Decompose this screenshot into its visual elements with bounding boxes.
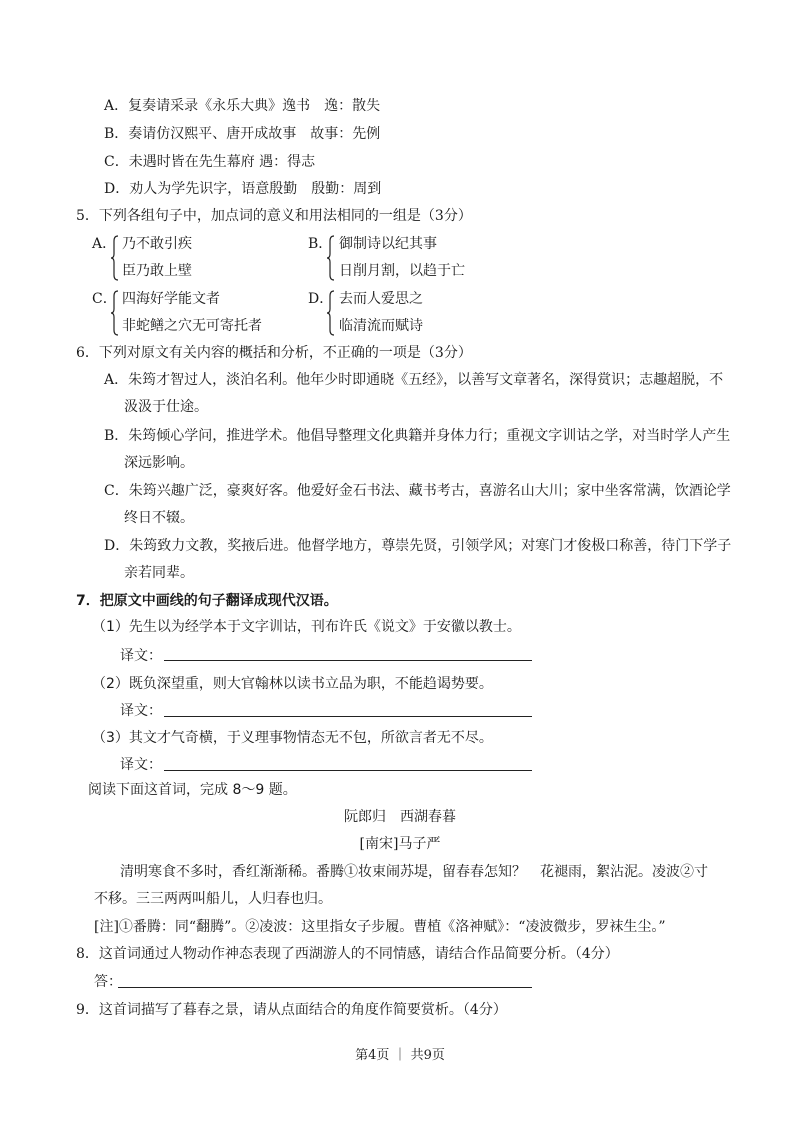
q6-option-d: D．朱筠致力文教，奖掖后进。他督学地方，尊崇先贤，引领学风；对寒门才俊极口称善，待门下学子 [104, 538, 732, 554]
q6-option-a: A．朱筠才智过人，淡泊名利。他年少时即通晓《五经》，以善写文章著名，深得赏识；志趣超脱，不 [104, 372, 724, 388]
answer-line[interactable] [164, 660, 532, 661]
q5-b-sentence-1: 御制诗以纪其事 [339, 236, 437, 252]
brace-icon [327, 290, 335, 336]
q4-option-d: D．劝人为学先识字，语意殷勤 殷勤：周到 [104, 181, 382, 197]
q6-option-b-cont: 深远影响。 [124, 455, 194, 471]
q5-d-sentence-1: 去而人爱思之 [339, 291, 423, 307]
q6-stem: 6．下列对原文有关内容的概括和分析，不正确的一项是（3分） [76, 345, 472, 361]
q4-option-b: B．奏请仿汉熙平、唐开成故事 故事：先例 [104, 126, 381, 142]
q5-label-c: C． [92, 291, 117, 307]
q5-label-a: A． [92, 236, 117, 252]
q6-option-d-cont: 亲若同辈。 [124, 565, 194, 581]
brace-icon [327, 235, 335, 281]
brace-icon [111, 235, 119, 281]
q4-option-c: C．未遇时皆在先生幕府 遇：得志 [104, 154, 316, 170]
q5-c-sentence-1: 四海好学能文者 [122, 291, 220, 307]
q6-option-a-cont: 汲汲于仕途。 [124, 399, 208, 415]
q5-label-d: D． [308, 291, 334, 307]
poem-line-2: 不移。三三两两叫船儿，人归春也归。 [94, 891, 332, 907]
q7-item-3: （3）其文才气奇横，于义理事物情态无不包，所欲言者无不尽。 [92, 730, 493, 746]
q7-answer-label-1: 译文： [120, 648, 162, 664]
q5-d-sentence-2: 临清流而赋诗 [339, 318, 423, 334]
q4-option-a: A．复奏请采录《永乐大典》逸书 逸：散失 [104, 98, 381, 114]
q5-stem: 5．下列各组句子中，加点词的意义和用法相同的一组是（3分） [76, 208, 472, 224]
q8-stem: 8．这首词通过人物动作神态表现了西湖游人的不同情感，请结合作品简要分析。（4分） [76, 946, 619, 962]
q6-option-c-cont: 终日不辍。 [124, 510, 194, 526]
q9-stem: 9．这首词描写了暮春之景，请从点面结合的角度作简要赏析。（4分） [76, 1002, 507, 1018]
page-footer: 第4页 ｜ 共9页 [355, 1048, 445, 1063]
q6-option-c: C．朱筠兴趣广泛，豪爽好客。他爱好金石书法、藏书考古，喜游名山大川；家中坐客常满，饮酒论学 [104, 483, 731, 499]
q5-label-b: B． [308, 236, 333, 252]
q8-answer-label: 答： [94, 974, 122, 990]
q7-item-1: （1）先生以为经学本于文字训诂，刊布许氏《说文》于安徽以教士。 [92, 619, 521, 635]
answer-line[interactable] [164, 716, 532, 717]
q7-item-2: （2）既负深望重，则大官翰林以读书立品为职，不能趋谒势要。 [92, 676, 493, 692]
q7-answer-label-2: 译文： [120, 703, 162, 719]
q5-c-sentence-2: 非蛇鳝之穴无可寄托者 [122, 318, 262, 334]
poem-note: [注]①番腾：同“翻腾”。②凌波：这里指女子步履。曹植《洛神赋》：“凌波微步，罗袜生尘。” [94, 919, 666, 935]
q5-a-sentence-2: 臣乃敢上壁 [122, 263, 192, 279]
q5-a-sentence-1: 乃不敢引疾 [122, 236, 192, 252]
q5-b-sentence-2: 日削月割，以趋于亡 [339, 263, 465, 279]
poem-author: [南宋]马子严 [359, 836, 441, 852]
q7-answer-label-3: 译文： [120, 757, 162, 773]
q7-stem: 7．把原文中画线的句子翻译成现代汉语。 [76, 593, 338, 609]
q6-option-b: B．朱筠倾心学问，推进学术。他倡导整理文化典籍并身体力行；重视文字训诂之学，对当时学人产生 [104, 428, 731, 444]
answer-line[interactable] [164, 770, 532, 771]
poem-intro: 阅读下面这首词，完成 8～9 题。 [88, 782, 297, 798]
brace-icon [111, 290, 119, 336]
answer-line[interactable] [118, 987, 532, 988]
poem-title: 阮郎归 西湖春暮 [344, 809, 456, 825]
poem-line-1: 清明寒食不多时，香红渐渐稀。番腾①妆束闹苏堤，留春春怎知？ 花褪雨，絮沾泥。凌波②寸 [120, 864, 708, 880]
